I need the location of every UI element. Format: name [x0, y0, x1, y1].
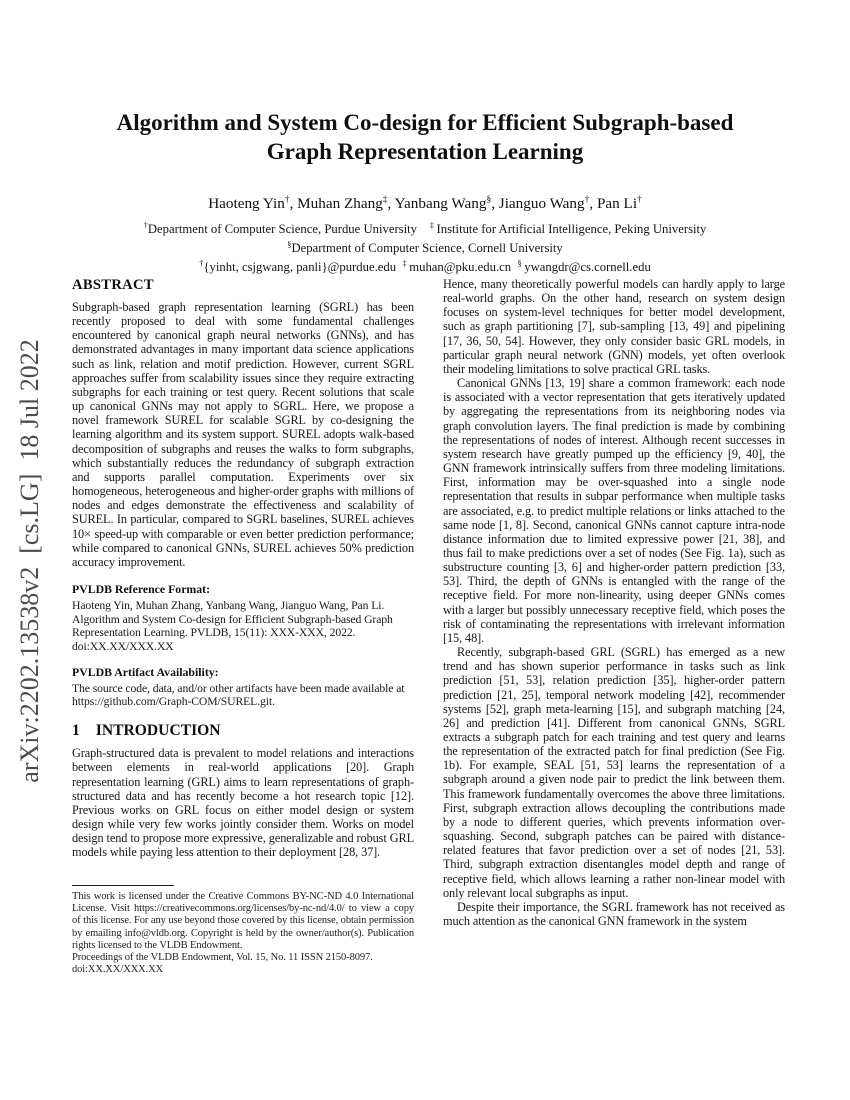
- artifact-text-before: The source code, data, and/or other artifacts have been made available at: [72, 681, 405, 695]
- footnote-marker: †: [199, 257, 204, 268]
- arxiv-watermark: arXiv:2202.13538v2 [cs.LG] 18 Jul 2022: [15, 339, 44, 783]
- text-segment: ywangdr@cs.cornell.edu: [521, 259, 651, 274]
- artifact-text-after: .: [272, 695, 275, 709]
- intro-paragraph-1: Graph-structured data is prevalent to model relations and interactions between elements in real-world applications [20]. Graph representation learning (GRL) aims to learn representations of graph-structured data and has recently become a hot research topic [12]. Previous works on GRL focus on either model design or system design while very few works jointly consider them. Works on model design tend to propose more expressive, generalizable and robust GRL models while paying less attention to their deployment [28, 37].: [72, 746, 414, 860]
- footnote-marker: §: [486, 195, 492, 205]
- text-segment: Department of Computer Science, Purdue University: [147, 222, 430, 237]
- paper-title-line-1: Algorithm and System Co-design for Efficient Subgraph-based: [116, 110, 734, 135]
- footnote-marker: †: [584, 195, 590, 205]
- artifact-availability-text: [72, 682, 414, 709]
- text-segment: , Pan Li: [589, 195, 638, 213]
- footnote-license-text: This work is licensed under the Creative Commons BY-NC-ND 4.0 International License. Visit https://creativecommons.org/licenses/by-nc-nd/4.0/ to view a copy of this license. For any use beyond those covered by this license, obtain permission by emailing info@vldb.org. Copyright is held by the owner/author(s). Publication rights licensed to the VLDB Endowment.: [72, 891, 414, 951]
- footnote-marker: †: [284, 195, 290, 205]
- artifact-repo-url[interactable]: https://github.com/Graph-COM/SUREL.git: [72, 695, 273, 709]
- footnote-marker: §: [517, 257, 522, 268]
- text-segment: , Jianguo Wang: [491, 195, 585, 213]
- abstract-text: Subgraph-based graph representation learning (SGRL) has been recently proposed to deal with some fundamental challenges encountered by canonical graph neural networks (GNNs), and has demonstrated advantages in many important data science applications such as link, relation and motif prediction. However, current SGRL approaches suffer from scalability issues since they require extracting subgraphs for each training or test query. Recent solutions that scale up canonical GNNs may not apply to SGRL. Here, we propose a novel framework SUREL for scalable SGRL by co-designing the learning algorithm and its system support. SUREL adopts walk-based decomposition of subgraphs and reuses the walks to form subgraphs, which substantially reduces the redundancy of subgraph extraction and supports parallel computation. Experiments over six homogeneous, heterogeneous and higher-order graphs with millions of nodes and edges demonstrate the effectiveness and scalability of SUREL. In particular, compared to SGRL baselines, SUREL achieves 10× speed-up with comparable or even better prediction performance; while compared to canonical GNNs, SUREL achieves 50% prediction accuracy improvement.: [72, 300, 414, 569]
- text-segment: , Yanbang Wang: [387, 195, 487, 213]
- left-column: [72, 277, 414, 859]
- license-footnote: [72, 884, 414, 976]
- section-number: 1: [72, 722, 80, 740]
- text-segment: Haoteng Yin: [208, 195, 285, 213]
- footnote-proceedings: Proceedings of the VLDB Endowment, Vol. 15, No. 11 ISSN 2150-8097.: [72, 952, 373, 964]
- abstract-heading: ABSTRACT: [72, 277, 154, 293]
- pvldb-reference-heading: PVLDB Reference Format:: [72, 581, 211, 596]
- paper-header: [0, 108, 850, 275]
- authors-line: [0, 195, 850, 213]
- paper-title-line-2: Graph Representation Learning: [266, 139, 584, 164]
- footnote-rule: [72, 885, 174, 886]
- text-segment: Department of Computer Science, Cornell University: [291, 241, 563, 256]
- section-heading-introduction: [72, 722, 414, 740]
- footnote-marker: §: [287, 238, 292, 249]
- affiliation-line-2: [0, 237, 850, 256]
- affiliation-line-1: [0, 218, 850, 237]
- text-segment: , Muhan Zhang: [289, 195, 383, 213]
- emails-line: [0, 256, 850, 275]
- text-segment: Institute for Artificial Intelligence, Peking University: [433, 222, 707, 237]
- text-segment: {yinht, csjgwang, panli}@purdue.edu: [203, 259, 403, 274]
- footnote-marker: †: [143, 220, 148, 231]
- artifact-availability-heading: PVLDB Artifact Availability:: [72, 664, 219, 679]
- text-segment: muhan@pku.edu.cn: [406, 259, 518, 274]
- col2-paragraph-3: Recently, subgraph-based GRL (SGRL) has emerged as a new trend and has shown superior performance in tasks such as link prediction [51, 53], relation prediction [35], higher-order pattern prediction [21, 25], temporal network modeling [42], recommender systems [52], graph meta-learning [15], and subgraph matching [24, 26] and prediction [41]. Different from canonical GNNs, SGRL extracts a subgraph patch for each training and test query and learns the representation of the extracted patch for final prediction (See Fig. 1b). For example, SEAL [51, 53] learns the representation of a subgraph around a given node pair to predict the link between them. This framework fundamentally overcomes the above three limitations. First, subgraph extraction allows decoupling the contributions made by a node to different queries, which prevents information over-squashing. Second, subgraph patches can be paired with distance-related features that favor prediction over a set of nodes [21, 53]. Third, subgraph extraction disentangles model depth and range of receptive field, which allows learning a rather non-linear model with only relevant local subgraphs as input.: [443, 645, 785, 900]
- footnote-marker: †: [637, 195, 642, 205]
- footnote-marker: ‡: [402, 257, 407, 268]
- footnote-marker: ‡: [382, 195, 388, 205]
- footnote-doi: doi:XX.XX/XXX.XX: [72, 964, 164, 976]
- col2-paragraph-4: Despite their importance, the SGRL framework has not received as much attention as the canonical GNN framework in the system: [443, 899, 785, 929]
- footnote-marker: ‡: [429, 220, 434, 231]
- pvldb-reference-doi: doi:XX.XX/XXX.XX: [72, 640, 174, 654]
- section-title: INTRODUCTION: [95, 722, 221, 740]
- pvldb-reference-text: Haoteng Yin, Muhan Zhang, Yanbang Wang, Jianguo Wang, Pan Li. Algorithm and System Co-design for Efficient Subgraph-based Graph Representation Learning. PVLDB, 15(11): XXX-XXX, 2022.: [72, 598, 393, 640]
- col2-paragraph-2: Canonical GNNs [13, 19] share a common framework: each node is associated with a vector representation that gets iteratively updated by aggregating the representations from its neighboring nodes via graph convolution layers. The final prediction is made by combining the representations of nodes of interest. Although recent successes in system research have greatly pumped up the efficiency [9, 40], the GNN framework intrinsically suffers from three modeling limitations. First, information may be over-squashed into a single node representation that results in subpar performance when multiple tasks are associated, e.g. to predict multiple relations or links attached to the same node [1, 8]. Second, canonical GNNs cannot capture intra-node distance information due to limited expressive power [21, 38], and thus fail to make predictions over a set of nodes (See Fig. 1a), such as substructure counting [3, 6] and higher-order pattern prediction [33, 53]. Third, the depth of GNNs is entangled with the range of the receptive field. For more non-linearity, using deeper GNNs comes with a larger but possibly unnecessary receptive field, which poses the risk of contaminating the representations with irrelevant information [15, 48].: [443, 376, 785, 645]
- right-column: [443, 277, 785, 928]
- col2-paragraph-1: Hence, many theoretically powerful models can hardly apply to large real-world graphs. On the other hand, research on system design focuses on system-level techniques for better model development, such as graph partitioning [7], sub-sampling [13, 49] and pipelining [17, 36, 50, 54]. However, they only consider basic GRL models, in particular graph neural network (GNN) models, yet often overlook their modeling limitations to solve practical GRL tasks.: [443, 277, 785, 376]
